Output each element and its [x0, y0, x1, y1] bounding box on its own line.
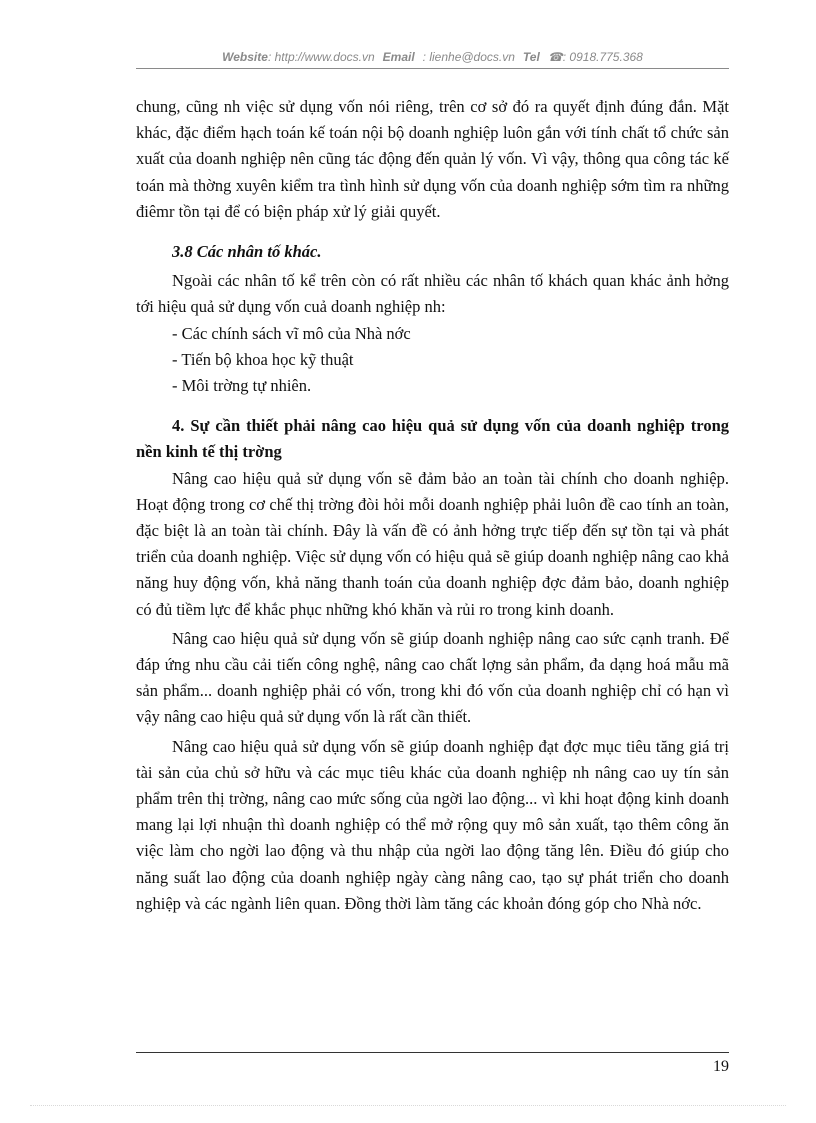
website-label: Website — [222, 50, 268, 64]
paragraph-intro: chung, cũng nh việc sử dụng vốn nói riêng, trên cơ sở đó ra quyết định đúng đắn. Mặt khác, đặc điểm hạch toán kế toán nội bộ doanh nghiệp luôn gắn với tính chất tổ chức sản xuất của doanh nghiệp nên cũng tác động đến quản lý vốn. Vì vậy, thông qua công tác kế toán mà thờng xuyên kiểm tra tình hình sử dụng vốn của doanh nghiệp sớm tìm ra những điêmr tồn tại để có biện pháp xử lý giải quyết. — [136, 97, 729, 221]
paragraph-other-factors: Ngoài các nhân tố kể trên còn có rất nhiều các nhân tố khách quan khác ảnh hởng tới hiệu quả sử dụng vốn cuả doanh nghiệp nh: — [136, 271, 729, 317]
document-body — [136, 94, 729, 917]
page-number: 19 — [713, 1058, 729, 1075]
paragraph-competitiveness: Nâng cao hiệu quả sử dụng vốn sẽ giúp doanh nghiệp nâng cao sức cạnh tranh. Để đáp ứng nhu cầu cải tiến công nghệ, nâng cao chất lợng sản phẩm, đa dạng hoá mẫu mã sản phẩm... doanh nghiệp phải có vốn, trong khi đó vốn của doanh nghiệp chỉ có hạn vì vậy nâng cao hiệu quả sử dụng vốn là rất cần thiết. — [136, 628, 729, 727]
paragraph-goals: Nâng cao hiệu quả sử dụng vốn sẽ giúp doanh nghiệp đạt đợc mục tiêu tăng giá trị tài sản của chủ sở hữu và các mục tiêu khác của doanh nghiệp nh nâng cao uy tín sản phẩm trên thị trờng, nâng cao mức sống của ngời lao động... vì khi hoạt động kinh doanh mang lại lợi nhuận thì doanh nghiệp có thể mở rộng quy mô sản xuất, tạo thêm công ăn việc làm cho ngời lao động và thu nhập của ngời lao động tăng lên. Điều đó giúp cho năng suất lao động của doanh nghiệp ngày càng nâng cao, tạo sự phát triển cho doanh nghiệp và các ngành liên quan. Đồng thời làm tăng các khoản đóng góp cho Nhà nớc. — [136, 736, 729, 913]
tel-label: Tel — [522, 50, 540, 64]
page-edge-divider — [30, 1105, 786, 1106]
section-heading-4: 4. Sự cần thiết phải nâng cao hiệu quả sử dụng vốn của doanh nghiệp trong nền kinh tế thị trờng — [136, 416, 729, 462]
tel-value: : 0918.775.368 — [562, 50, 643, 64]
section-heading-3-8: 3.8 Các nhân tố khác. — [172, 242, 322, 262]
paragraph-financial-safety: Nâng cao hiệu quả sử dụng vốn sẽ đảm bảo an toàn tài chính cho doanh nghiệp. Hoạt động trong cơ chế thị trờng đòi hỏi mỗi doanh nghiệp phải luôn đề cao tính an toàn, đặc biệt là an toàn tài chính. Đây là vấn đề có ảnh hởng trực tiếp đến sự tồn tại và phát triển của doanh nghiệp. Việc sử dụng vốn có hiệu quả sẽ giúp doanh nghiệp nâng cao khả năng huy động vốn, khả năng thanh toán của doanh nghiệp đợc đảm bảo, doanh nghiệp có đủ tiềm lực để khắc phục những khó khăn và rủi ro trong kinh doanh. — [136, 468, 729, 619]
phone-icon: ☎ — [547, 50, 563, 64]
page-header — [136, 48, 729, 69]
footer-divider — [136, 1052, 729, 1053]
email-label: Email — [382, 50, 415, 64]
list-item: - Các chính sách vĩ mô của Nhà nớc — [172, 323, 411, 343]
list-item: - Tiến bộ khoa học kỹ thuật — [172, 349, 354, 369]
email-value[interactable]: : lienhe@docs.vn — [422, 50, 515, 64]
website-value[interactable]: : http://www.docs.vn — [267, 50, 375, 64]
list-item: - Môi trờng tự nhiên. — [172, 376, 312, 396]
